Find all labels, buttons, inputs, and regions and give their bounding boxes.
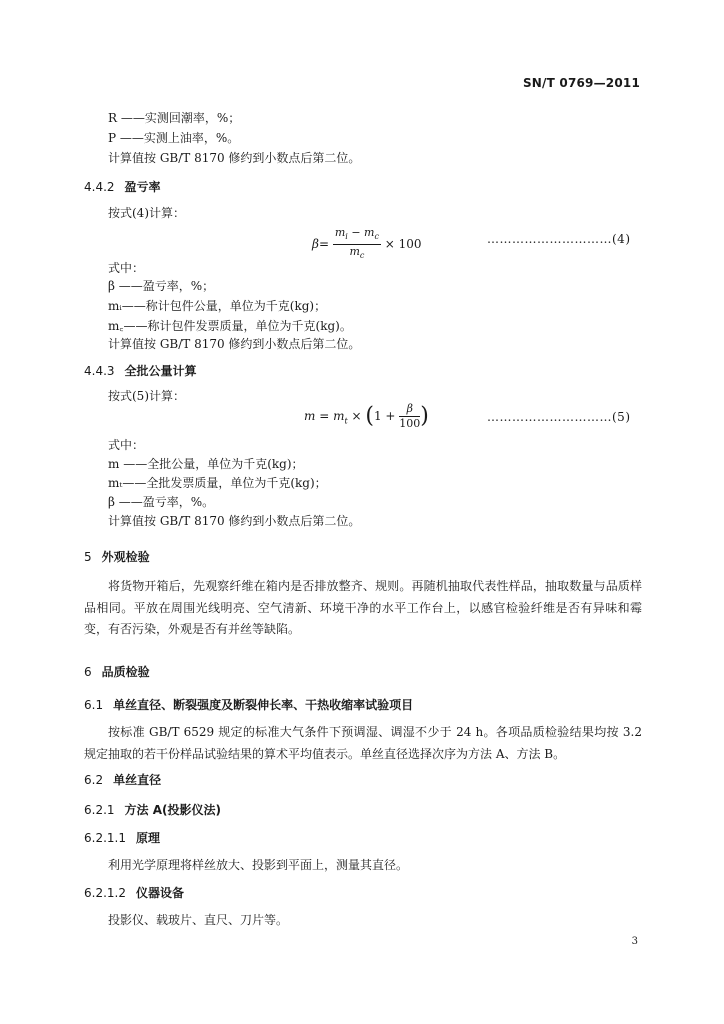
eq-lhs: m = m	[304, 409, 345, 423]
equation-number: …………………………(4)	[487, 232, 631, 246]
section-heading-6-1	[84, 696, 413, 713]
section-number: 6.1	[84, 698, 104, 712]
section-heading-6	[84, 663, 150, 680]
section-number: 6.2	[84, 773, 104, 787]
right-paren: )	[420, 403, 429, 429]
paragraph: 按标准 GB/T 6529 规定的标准大气条件下预调湿、调湿不少于 24 h。各项品质检验结果均按 3.2 规定抽取的若干份样品试验结果的算术平均值表示。单丝直径选择次序为方法 A、方法 B。	[84, 725, 642, 761]
section-title: 原理	[135, 831, 160, 845]
section-heading-6-2-1-2	[84, 884, 184, 901]
section-number: 6.2.1.1	[84, 831, 126, 845]
equation-5: $m = m_t \times (1$ + $\frac{\beta}{100}$ )	[304, 402, 429, 430]
def-line: P ——实测上油率，%。	[108, 131, 240, 145]
eq-numerator: $m_i - m_c$	[333, 226, 381, 245]
eq-tail: × 100	[384, 237, 422, 252]
section-title: 盈亏率	[124, 180, 161, 194]
section-number: 6.2.1	[84, 803, 115, 817]
section-title: 单丝直径、断裂强度及断裂伸长率、干热收缩率试验项目	[113, 698, 414, 712]
section-number: 4.4.2	[84, 180, 115, 194]
section-title: 全批公量计算	[124, 364, 197, 378]
def-line: m ——全批公量，单位为千克(kg)；	[108, 457, 304, 471]
equation-number: …………………………(5)	[487, 410, 631, 424]
document-code: SN/T 0769—2011	[522, 76, 640, 90]
where-label: 式中：	[108, 438, 145, 452]
section-heading-6-2-1-1	[84, 829, 160, 846]
section-number: 5	[84, 550, 92, 564]
where-label: 式中：	[108, 261, 145, 275]
def-line: R ——实测回潮率，%；	[108, 111, 241, 125]
def-line: mᵢ——称计包件公量，单位为千克(kg)；	[108, 299, 327, 313]
section-title: 外观检验	[101, 550, 150, 564]
def-line: m꜀——称计包件发票质量，单位为千克(kg)。	[108, 319, 352, 333]
def-line: 计算值按 GB/T 8170 修约到小数点后第二位。	[108, 151, 361, 165]
section-heading-6-2-1	[84, 801, 221, 818]
section-number: 6.2.1.2	[84, 886, 126, 900]
eq-denominator: 100	[399, 417, 421, 430]
formula-intro: 按式(4)计算：	[108, 206, 185, 220]
paragraph: 投影仪、载玻片、直尺、刀片等。	[108, 913, 289, 927]
eq-denominator: $m_c$	[349, 245, 365, 261]
section-title: 品质检验	[101, 665, 150, 679]
section-heading-4-4-3	[84, 362, 197, 379]
eq-fraction	[399, 402, 420, 431]
section-title: 方法 A(投影仪法)	[124, 803, 221, 817]
section-heading-6-2	[84, 771, 161, 788]
page-number: 3	[631, 936, 638, 947]
def-line: β ——盈亏率，%；	[108, 279, 215, 293]
paragraph: 将货物开箱后，先观察纤维在箱内是否排放整齐、规则。再随机抽取代表性样品，抽取数量与品质样品相同。平放在周围光线明亮、空气清新、环境干净的水平工作台上，以感官检验纤维是否有异味和霉变，有否污染，外观是否有并丝等缺陷。	[84, 579, 642, 636]
eq-numerator: β	[399, 402, 420, 417]
def-line: 计算值按 GB/T 8170 修约到小数点后第二位。	[108, 337, 361, 351]
section-number: 6	[84, 665, 92, 679]
section-heading-5	[84, 548, 150, 565]
left-paren: (	[365, 403, 374, 429]
section-heading-4-4-2	[84, 178, 161, 195]
equation-4	[312, 226, 422, 263]
section-number: 4.4.3	[84, 364, 115, 378]
section-title: 单丝直径	[113, 773, 162, 787]
eq-fraction	[333, 226, 381, 263]
section-title: 仪器设备	[135, 886, 184, 900]
formula-intro: 按式(5)计算：	[108, 389, 185, 403]
def-line: β ——盈亏率，%。	[108, 495, 215, 509]
def-line: 计算值按 GB/T 8170 修约到小数点后第二位。	[108, 514, 361, 528]
paragraph: 利用光学原理将样丝放大、投影到平面上，测量其直径。	[108, 858, 409, 872]
def-line: mₜ——全批发票质量，单位为千克(kg)；	[108, 476, 327, 490]
eq-lhs: β=	[312, 237, 329, 252]
